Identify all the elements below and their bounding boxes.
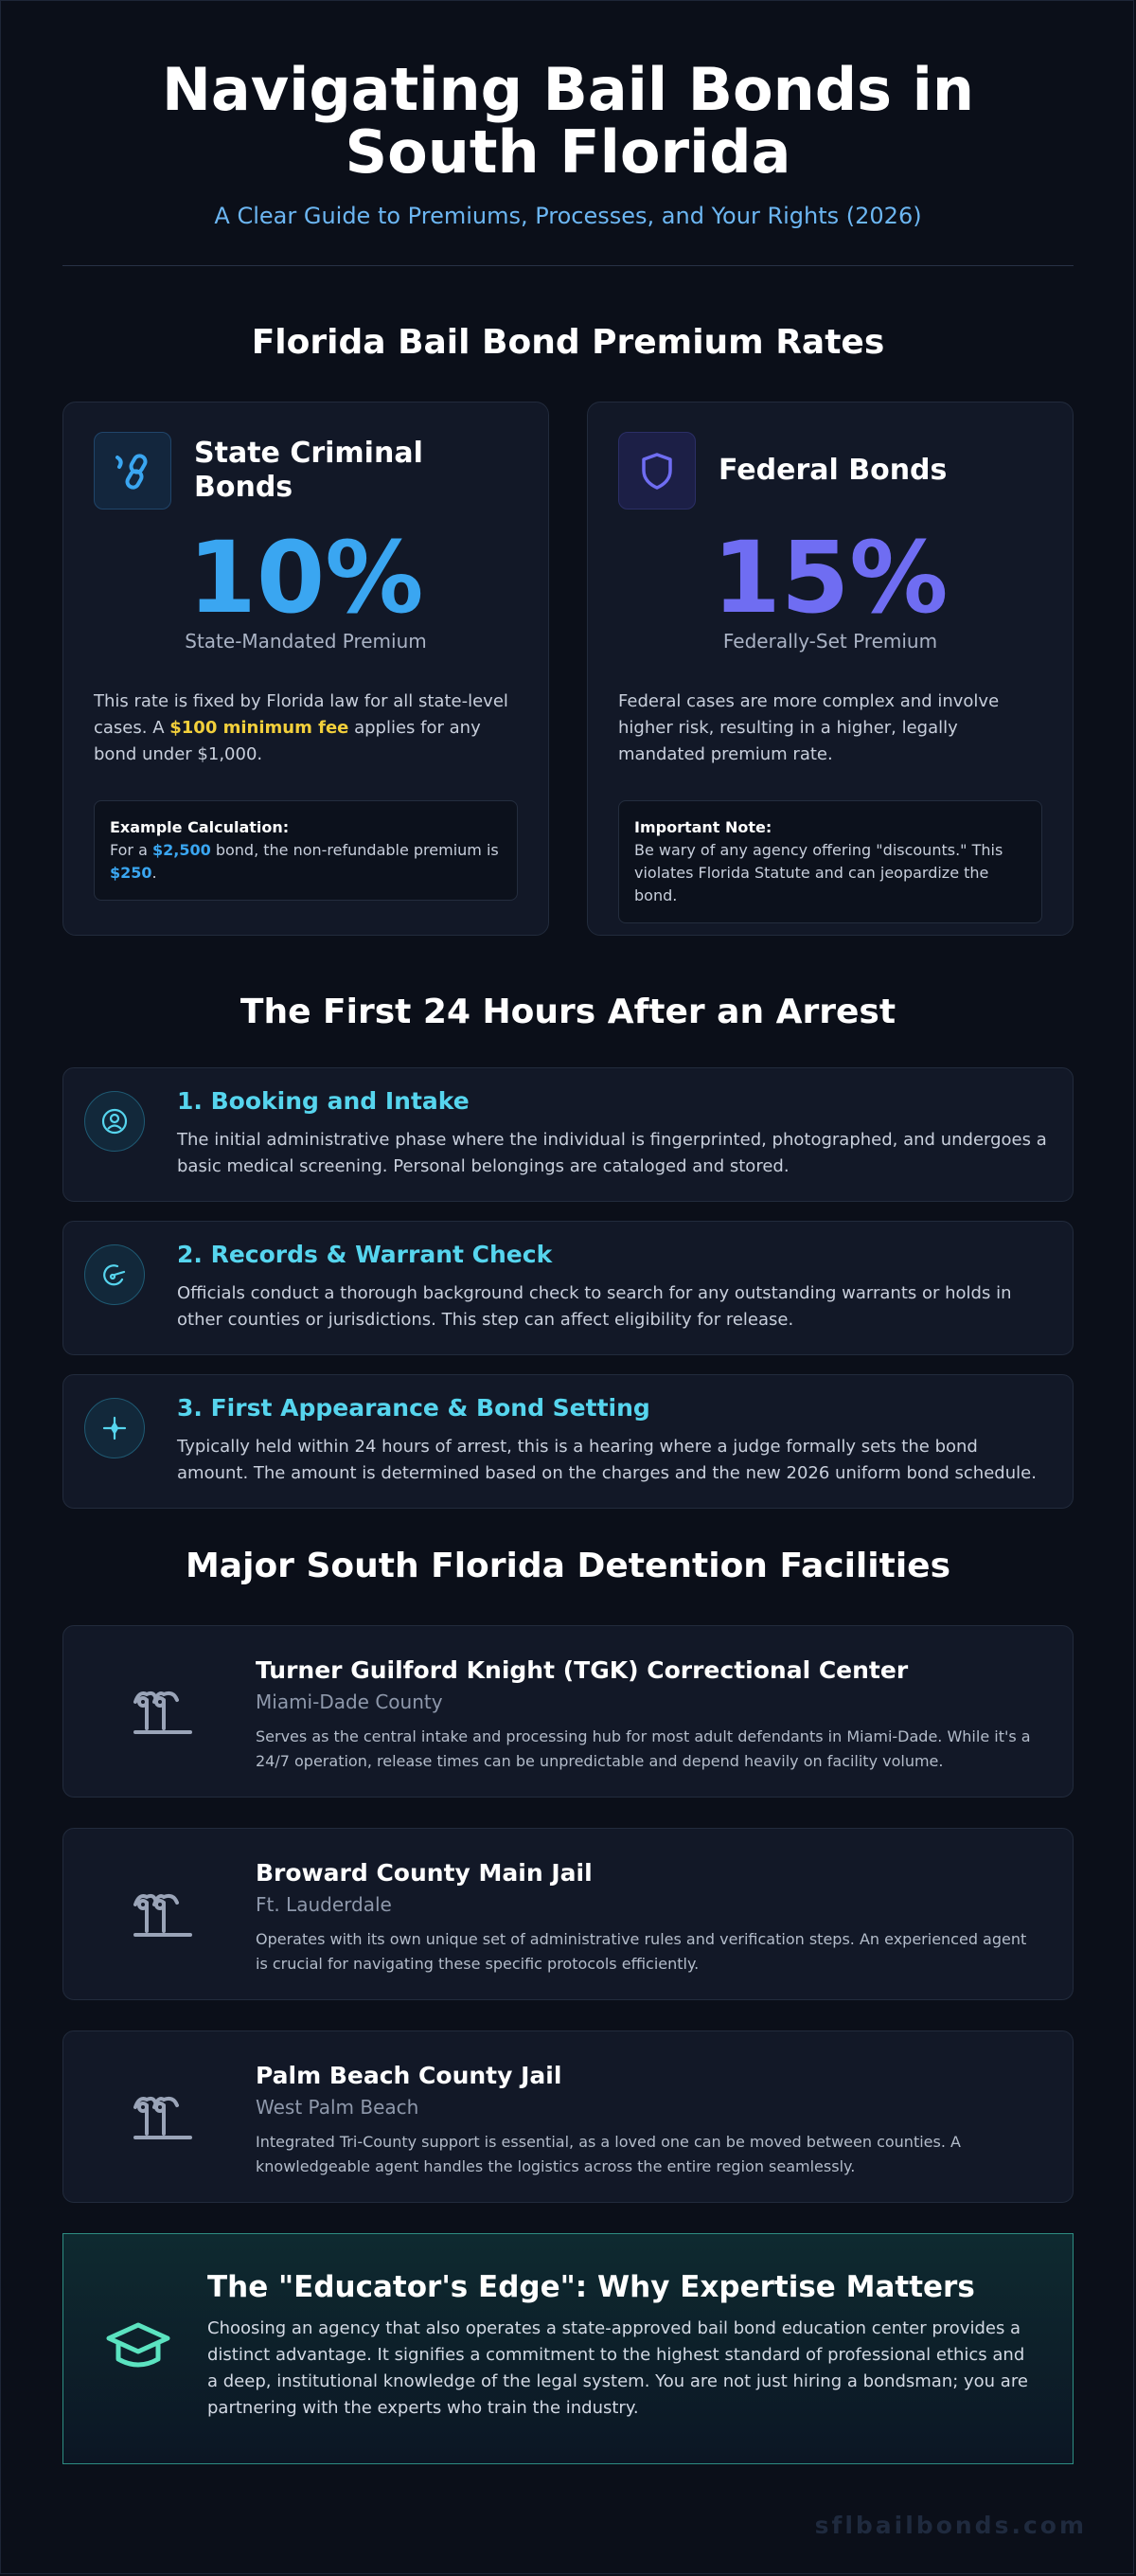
step-description: Typically held within 24 hours of arrest, this is a hearing where a judge formally sets the bond amount. The amount is determined based on the charges and the new 2026 uniform bond schedule. [177,1437,1037,1483]
minimum-fee-highlight: $100 minimum fee [169,718,349,738]
facility-name: Palm Beach County Jail [256,2062,562,2089]
palm-tree-icon [130,2092,200,2143]
state-desc-text-end: applies for any bond under $1,000. [94,718,481,764]
page-subtitle: A Clear Guide to Premiums, Processes, and Your Rights (2026) [214,203,922,229]
step-card [62,1067,1074,1202]
premiums-heading: Florida Bail Bond Premium Rates [251,323,885,362]
bond-amount-highlight: $2,500 [151,841,211,859]
step-title: 1. Booking and Intake [177,1087,470,1115]
premium-cards [62,402,1074,936]
facility-description: Serves as the central intake and processing hub for most adult defendants in Miami-Dade. While it's a 24/7 operation, release times can be unpredictable and depend heavily on facility volume. [256,1727,1031,1770]
federal-card-description: Federal cases are more complex and involve higher risk, resulting in a higher, legally mandated premium rate. [618,691,1000,764]
state-desc-text: This rate is fixed by Florida law for all state-level cases. A [94,691,508,738]
site-watermark: sflbailbonds.com [814,2512,1087,2539]
records-check-icon [84,1244,145,1305]
palm-tree-icon [130,1687,200,1738]
state-rate: 10% [187,520,424,635]
important-note [618,800,1042,923]
example-calculation-note [94,800,518,901]
steps-list [62,1067,1074,1509]
state-bond-card [62,402,549,936]
educators-edge-callout [62,2233,1074,2464]
facility-location: West Palm Beach [256,2096,419,2119]
note-text-end: . [151,864,157,882]
state-card-description [94,689,518,768]
chain-link-icon [94,432,171,510]
infographic [62,0,1074,2464]
facility-card [62,1625,1074,1798]
facilities-heading: Major South Florida Detention Facilities [185,1547,950,1585]
federal-rate-label: Federally-Set Premium [722,630,938,653]
palm-tree-icon [130,1889,200,1941]
graduation-cap-icon [103,2319,173,2372]
step-description: The initial administrative phase where the individual is fingerprinted, photographed, and undergoes a basic medical screening. Personal belongings are cataloged and stored. [177,1130,1047,1176]
first24-heading: The First 24 Hours After an Arrest [240,993,896,1031]
step-card [62,1374,1074,1509]
facility-name: Turner Guilford Knight (TGK) Correctional Center [256,1656,909,1684]
state-rate-label: State-Mandated Premium [185,630,427,653]
facility-location: Ft. Lauderdale [256,1893,392,1916]
page-title: Navigating Bail Bonds in South Florida [161,55,975,187]
note-text-mid: bond, the non-refundable premium is [210,841,499,859]
shield-icon [618,432,696,510]
federal-bond-card [587,402,1074,936]
facility-location: Miami-Dade County [256,1690,443,1713]
step-title: 2. Records & Warrant Check [177,1241,553,1268]
facility-card [62,2030,1074,2203]
edge-title: The "Educator's Edge": Why Expertise Matters [207,2270,975,2304]
state-card-header [94,431,518,510]
edge-description: Choosing an agency that also operates a state-approved bail bond education center provides a distinct advantage. It signifies a commitment to the highest standard of professional ethics and a deep, institutional knowledge of the legal system. You are not just hiring a bondsman; you are partnering with the experts who train the industry. [207,2318,1028,2418]
facilities-list [62,1625,1074,2203]
facility-name: Broward County Main Jail [256,1859,593,1887]
note-title: Important Note: [634,818,772,836]
sparkle-icon [84,1398,145,1458]
federal-rate: 15% [712,520,949,635]
federal-card-header [618,431,1042,510]
step-card [62,1221,1074,1355]
facility-description: Integrated Tri-County support is essential, as a loved one can be moved between counties. A knowledgeable agent handles the logistics across the entire region seamlessly. [256,2133,961,2175]
step-description: Officials conduct a thorough background check to search for any outstanding warrants or holds in other counties or jurisdictions. This step can affect eligibility for release. [177,1283,1012,1330]
note-body: Be wary of any agency offering "discounts." This violates Florida Statute and can jeopardize the bond. [634,841,1003,904]
step-title: 3. First Appearance & Bond Setting [177,1394,650,1422]
federal-card-title: Federal Bonds [719,454,948,487]
note-body [110,839,502,885]
state-card-title: State Criminal Bonds [194,437,423,504]
note-title: Example Calculation: [110,818,290,836]
user-circle-icon [84,1091,145,1152]
premium-amount-highlight: $250 [110,864,152,882]
note-text: For a [110,841,152,859]
facility-card [62,1828,1074,2000]
facility-description: Operates with its own unique set of administrative rules and verification steps. An experienced agent is crucial for navigating these specific protocols efficiently. [256,1930,1027,1973]
header-divider [62,265,1074,266]
